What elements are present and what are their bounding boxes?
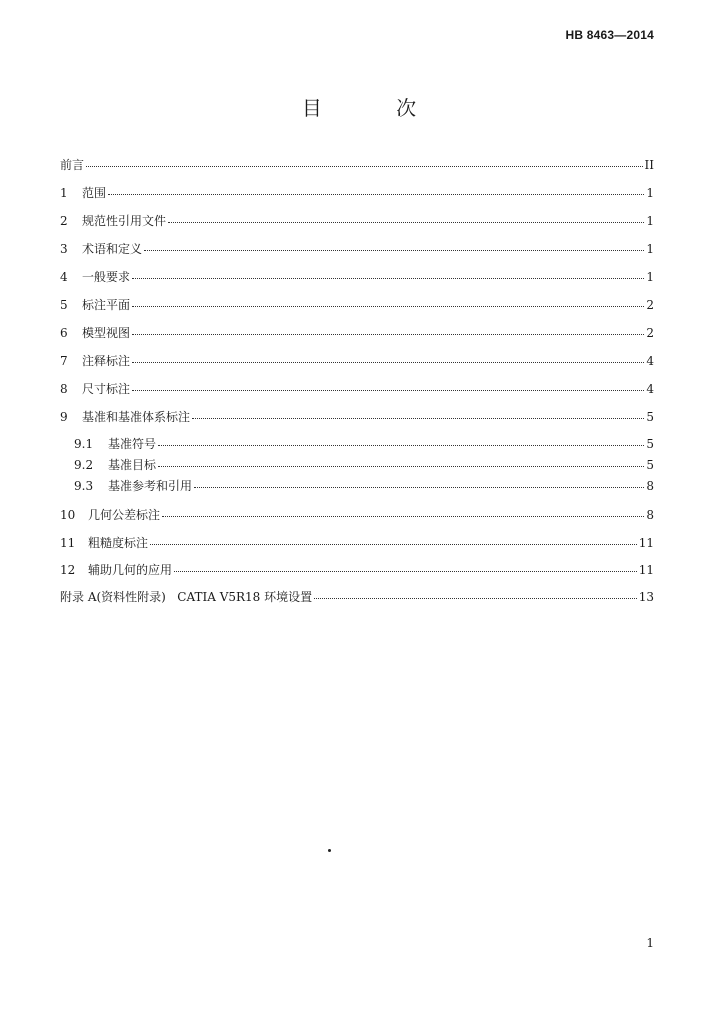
toc-section-title: 范围: [82, 186, 107, 200]
toc-section-title: 规范性引用文件: [82, 214, 167, 228]
toc-label: [74, 456, 156, 474]
toc-label: [74, 477, 192, 495]
toc-leader-dots: [192, 406, 644, 419]
standard-code: HB 8463—2014: [565, 28, 654, 42]
toc-page-number: 11: [638, 563, 654, 577]
toc-entry-5[interactable]: [60, 296, 654, 314]
toc-entry-10[interactable]: [60, 506, 654, 524]
toc-entry-9[interactable]: [60, 408, 654, 426]
toc-section-title: 一般要求: [82, 270, 131, 284]
toc-section-title: 几何公差标注: [88, 508, 161, 522]
toc-leader-dots: [132, 294, 644, 307]
toc-section-title: 尺寸标注: [82, 382, 131, 396]
toc-entry-6[interactable]: [60, 324, 654, 342]
toc-entry-appendix-a[interactable]: [60, 588, 654, 606]
toc-section-title: 术语和定义: [82, 242, 143, 256]
page-number: 1: [646, 936, 654, 950]
toc-label: [60, 352, 130, 370]
toc-page-number: 4: [646, 382, 654, 396]
toc-leader-dots: [158, 433, 644, 446]
toc-label: [60, 506, 160, 524]
toc-entry-foreword[interactable]: [60, 156, 654, 174]
toc-section-title: 粗糙度标注: [88, 536, 149, 550]
toc-entry-3[interactable]: [60, 240, 654, 258]
toc-section-title: 辅助几何的应用: [88, 563, 173, 577]
toc-entry-7[interactable]: [60, 352, 654, 370]
toc-section-title: 标注平面: [82, 298, 131, 312]
toc-section-number: 12: [60, 563, 76, 577]
toc-entry-4[interactable]: [60, 268, 654, 286]
toc-section-number: 5: [60, 298, 68, 312]
toc-leader-dots: [132, 378, 644, 391]
toc-page-number: 5: [646, 458, 654, 472]
toc-entry-11[interactable]: [60, 534, 654, 552]
toc-leader-dots: [150, 532, 637, 545]
toc-leader-dots: [314, 586, 637, 599]
toc-page-number: 2: [646, 326, 654, 340]
toc-page-number: 1: [646, 270, 654, 284]
toc-entry-9-3[interactable]: [74, 477, 654, 495]
stray-mark: [328, 849, 331, 852]
toc-section-number: 8: [60, 382, 68, 396]
toc-entry-9-2[interactable]: [74, 456, 654, 474]
toc-entry-2[interactable]: [60, 212, 654, 230]
toc-leader-dots: [168, 210, 644, 223]
toc-label: 附录 A(资料性附录) CATIA V5R18 环境设置: [60, 590, 313, 604]
toc-section-number: 9.2: [74, 458, 94, 472]
toc-leader-dots: [132, 350, 644, 363]
toc-section-number: 10: [60, 508, 76, 522]
toc-page-number: 13: [638, 590, 654, 604]
toc-label: [74, 435, 156, 453]
toc-entry-12[interactable]: [60, 561, 654, 579]
toc-label: [60, 268, 130, 286]
toc-leader-dots: [174, 559, 637, 572]
toc-label: [60, 408, 190, 426]
toc-leader-dots: [132, 266, 644, 279]
toc-label: [60, 380, 130, 398]
toc-leader-dots: [194, 475, 644, 488]
toc-section-title: 基准参考和引用: [108, 479, 193, 493]
toc-page-number: 1: [646, 186, 654, 200]
toc-leader-dots: [162, 504, 644, 517]
toc-leader-dots: [144, 238, 644, 251]
toc-section-title: 基准符号: [108, 437, 157, 451]
toc-entry-9-1[interactable]: [74, 435, 654, 453]
toc-section-number: 9: [60, 410, 68, 424]
toc-page-number: 4: [646, 354, 654, 368]
page-title: 目 次: [301, 96, 451, 120]
toc-label: [60, 324, 130, 342]
toc-entry-8[interactable]: [60, 380, 654, 398]
toc-section-number: 9.3: [74, 479, 94, 493]
toc-page-number: 1: [646, 214, 654, 228]
toc-section-number: 2: [60, 214, 68, 228]
toc-leader-dots: [108, 182, 644, 195]
toc-page-number: 5: [646, 410, 654, 424]
toc-entry-1[interactable]: [60, 184, 654, 202]
toc-page-number: II: [644, 158, 654, 172]
toc-label: [60, 561, 172, 579]
toc-section-number: 9.1: [74, 437, 94, 451]
toc-label: [60, 240, 142, 258]
toc-section-number: 7: [60, 354, 68, 368]
toc-section-title: 基准和基准体系标注: [82, 410, 191, 424]
toc-page-number: 8: [646, 508, 654, 522]
toc-page-number: 5: [646, 437, 654, 451]
toc-label: 前言: [60, 158, 85, 172]
toc-label: [60, 534, 148, 552]
toc-section-number: 3: [60, 242, 68, 256]
toc-leader-dots: [158, 454, 644, 467]
toc-section-title: 模型视图: [82, 326, 131, 340]
toc-leader-dots: [86, 154, 643, 167]
toc-section-title: 注释标注: [82, 354, 131, 368]
toc-label: [60, 184, 106, 202]
toc-page-number: 11: [638, 536, 654, 550]
toc-section-number: 6: [60, 326, 68, 340]
toc-section-number: 11: [60, 536, 76, 550]
toc-page-number: 8: [646, 479, 654, 493]
toc-label: [60, 296, 130, 314]
toc-section-number: 1: [60, 186, 68, 200]
toc-page-number: 1: [646, 242, 654, 256]
toc-leader-dots: [132, 322, 644, 335]
toc-section-title: 基准目标: [108, 458, 157, 472]
toc-section-number: 4: [60, 270, 68, 284]
toc-page-number: 2: [646, 298, 654, 312]
toc-label: [60, 212, 166, 230]
